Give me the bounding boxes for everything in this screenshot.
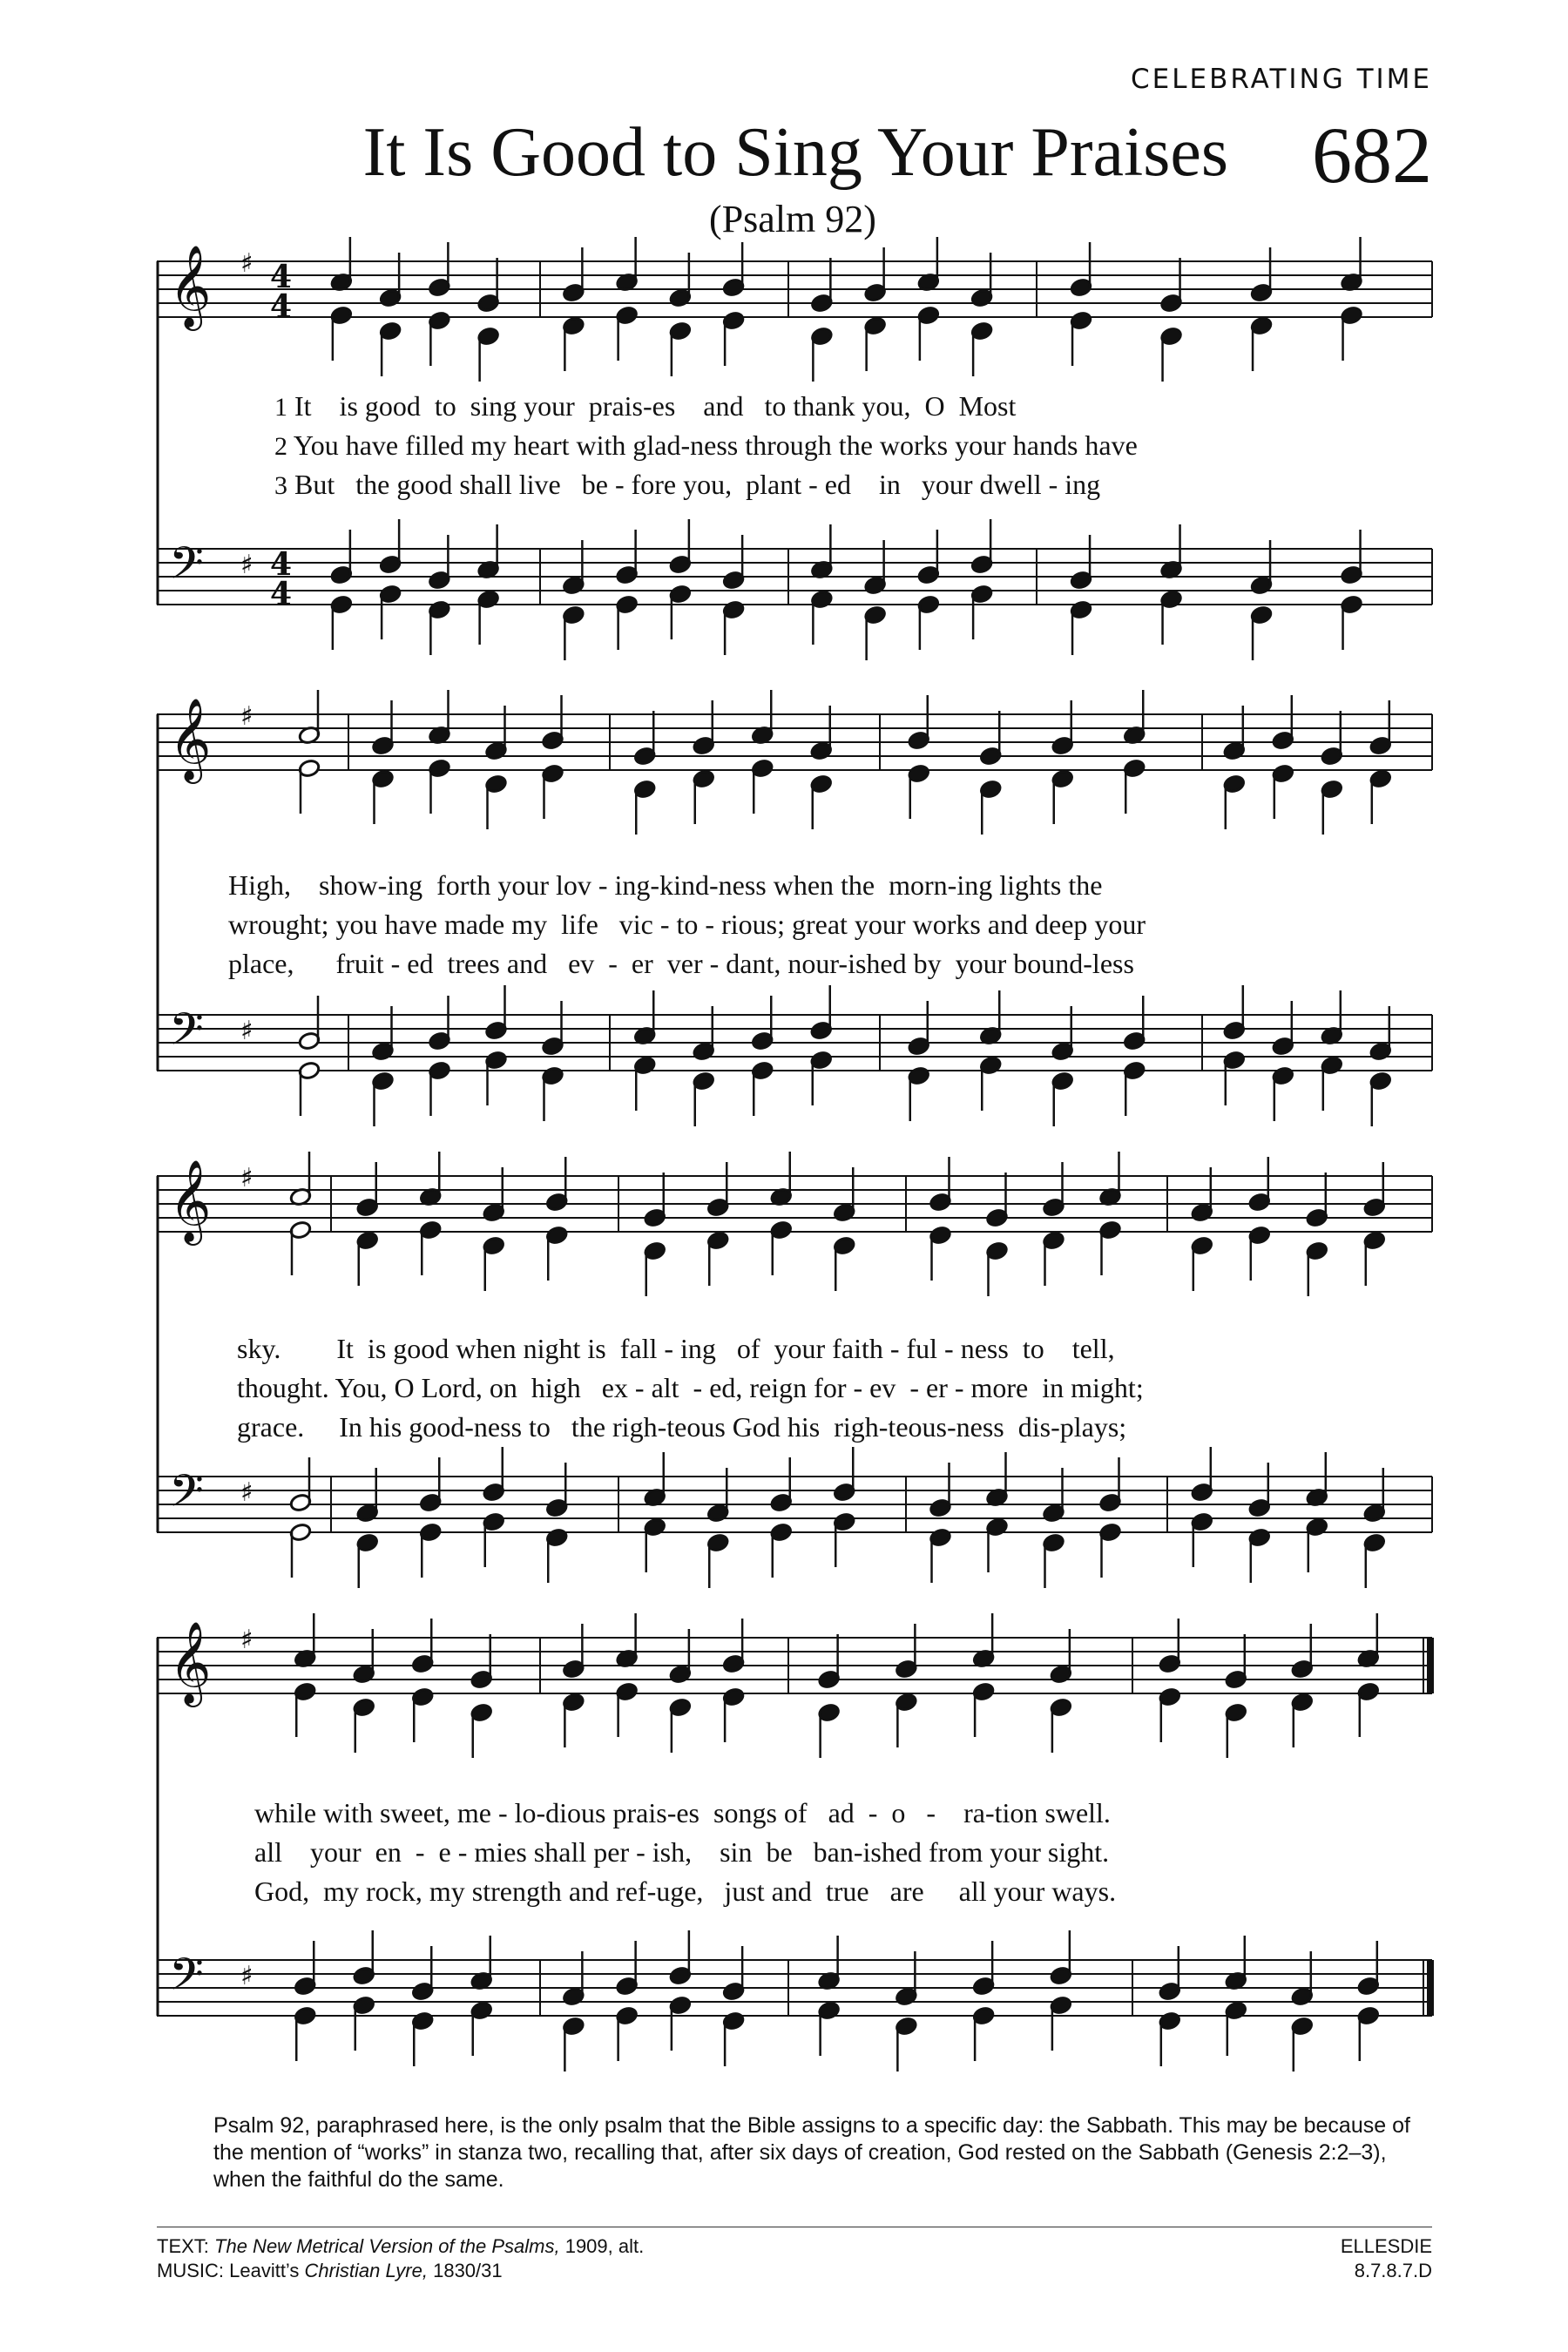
meter: 8.7.8.7.D [1354,2260,1432,2281]
verse-line-3: grace. In his good-ness to the righ-teous God his righ-teous-ness dis-plays; [237,1411,1127,1443]
music-credit-source: Christian Lyre, [304,2260,428,2281]
sharp-icon: ♯ [240,1163,253,1193]
text-credit-label: TEXT: [157,2235,209,2257]
verse-line-1: High, show-ing forth your lov - ing-kind-ness when the morn-ing lights the [228,869,1103,901]
footnote: Psalm 92, paraphrased here, is the only psalm that the Bible assigns to a specific day: the Sabbath. This may be because of the mention of “works” in stanza two, recalling that, after six days of creation, God rested on the Sabbath (Genesis 2:2–3), when the faithful do the same. [213,2113,1410,2192]
hymn-number: 682 [1312,111,1432,199]
text-credit [157,2235,644,2258]
music-system-4 [157,1621,1432,2073]
bass-clef-icon: 𝄢 [169,1948,204,2011]
bass-clef-icon: 𝄢 [169,1003,204,1066]
lyric-text: You have filled my heart with glad-ness through the works your hands have [293,429,1138,461]
text-credit-rest: 1909, alt. [559,2235,645,2257]
music-system-3 [157,1159,1432,1577]
text-credit-source: The New Metrical Version of the Psalms, [214,2235,560,2257]
music-credit-label: MUSIC: [157,2260,224,2281]
music-system-2 [157,698,1432,1115]
sharp-icon: ♯ [240,1625,253,1655]
verse-number: 2 [274,432,287,461]
tune-name: ELLESDIE [1340,2235,1432,2257]
time-signature-top: 4 [270,259,293,295]
music-system-1 [157,245,1432,662]
verse-line-2 [274,429,1138,462]
treble-clef-icon: 𝄞 [169,245,212,328]
section-heading: CELEBRATING TIME [1131,64,1432,95]
verse-line-3: place, fruit - ed trees and ev - er ver - dant, nour-ished by your bound-less [228,948,1134,979]
sharp-icon: ♯ [240,550,253,580]
sharp-icon: ♯ [240,701,253,732]
bass-clef-icon: 𝄢 [169,1464,204,1528]
lyric-text: But the good shall live be - fore you, plant - ed in your dwell - ing [294,469,1101,500]
verse-line-2: all your en - e - mies shall per - ish, sin be ban-ished from your sight. [254,1836,1110,1868]
music-credit-rest: 1830/31 [427,2260,503,2281]
verse-line-3: God, my rock, my strength and ref-uge, just and true are all your ways. [254,1876,1117,1907]
verse-line-1: sky. It is good when night is fall - ing of your faith - ful - ness to tell, [237,1333,1115,1364]
verse-line-2: thought. You, O Lord, on high ex - alt - ed, reign for - ev - er - more in might; [237,1372,1144,1403]
sharp-icon: ♯ [240,1016,253,1046]
music-credit-pre: Leavitt’s [224,2260,305,2281]
sharp-icon: ♯ [240,1477,253,1508]
staff-system-1 [157,245,1432,662]
verse-line-1 [274,390,1016,422]
time-signature-bottom: 4 [270,576,293,612]
treble-clef-icon: 𝄞 [169,1621,212,1704]
verse-number: 3 [274,471,287,500]
time-signature-bottom: 4 [270,288,293,325]
hymn-subtitle: (Psalm 92) [709,198,876,240]
music-credit [157,2260,503,2282]
treble-clef-icon: 𝄞 [169,1159,212,1242]
lyric-text: It is good to sing your prais-es and to thank you, O Most [294,390,1017,422]
verse-number: 1 [274,393,287,422]
hymn-title: It Is Good to Sing Your Praises [362,114,1228,191]
time-signature-top: 4 [270,546,293,583]
treble-clef-icon: 𝄞 [169,698,212,781]
verse-line-3 [274,469,1100,501]
verse-line-1: while with sweet, me - lo-dious prais-es songs of ad - o - ra-tion swell. [254,1797,1111,1828]
bass-clef-icon: 𝄢 [169,537,204,600]
sharp-icon: ♯ [240,248,253,279]
sharp-icon: ♯ [240,1961,253,1991]
verse-line-2: wrought; you have made my life vic - to - rious; great your works and deep your [228,909,1146,940]
